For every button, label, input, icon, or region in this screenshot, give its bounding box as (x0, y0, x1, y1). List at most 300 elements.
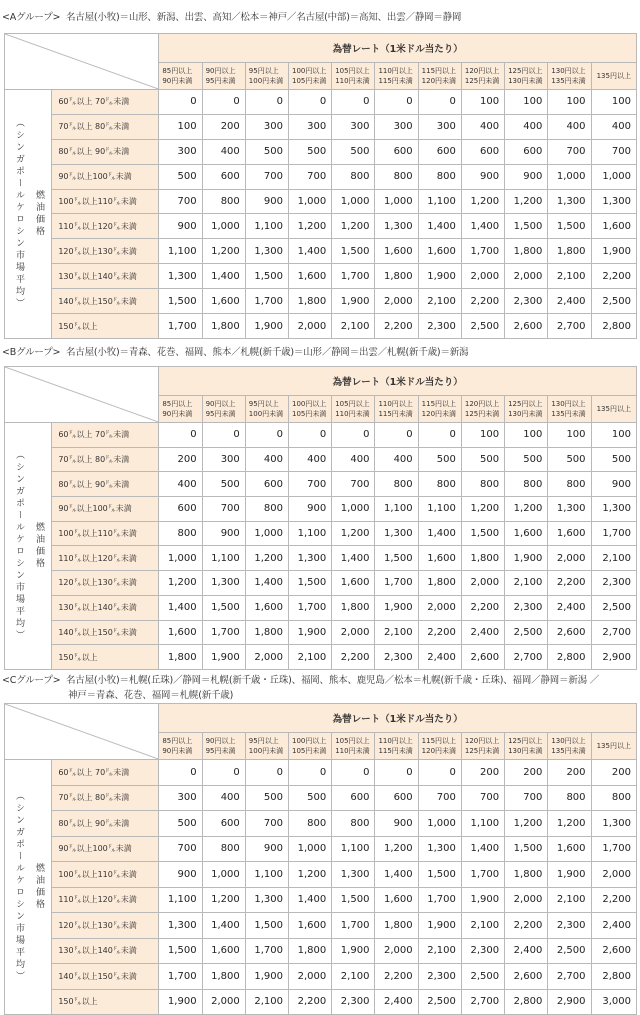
surcharge-value: 2,600 (461, 645, 504, 670)
surcharge-value: 400 (289, 447, 332, 472)
rate-column-line: 105円未満 (292, 410, 327, 418)
surcharge-value: 2,500 (548, 938, 591, 964)
group-routes: 名古屋(小牧)＝札幌(丘珠)／静岡＝札幌(新千歳・丘珠)、福岡、熊本、鹿児島／松本＝札幌(新千歳・丘珠)、福岡／静岡＝新潟 ／ (66, 675, 600, 686)
surcharge-value: 400 (505, 114, 548, 139)
table-row (5, 214, 637, 239)
price-band-label: 110㌦以上120㌦未満 (52, 887, 159, 913)
surcharge-value: 700 (505, 785, 548, 811)
price-band-label: 90㌦以上100㌦未満 (52, 836, 159, 862)
price-band-label: 100㌦以上110㌦未満 (52, 189, 159, 214)
rate-column-header (548, 396, 591, 423)
surcharge-value: 0 (289, 423, 332, 448)
surcharge-value: 1,200 (289, 214, 332, 239)
surcharge-value: 800 (418, 472, 461, 497)
surcharge-value: 500 (159, 164, 202, 189)
surcharge-value: 0 (418, 760, 461, 786)
surcharge-value: 1,400 (202, 913, 245, 939)
side-label-main: （シンガポールケロシン市場平均） (14, 791, 24, 983)
surcharge-value: 0 (202, 90, 245, 115)
price-band-label: 60㌦以上 70㌦未満 (52, 760, 159, 786)
surcharge-value: 2,300 (461, 938, 504, 964)
price-band-label: 60㌦以上 70㌦未満 (52, 90, 159, 115)
rate-column-header (245, 733, 288, 760)
surcharge-value: 800 (202, 189, 245, 214)
side-label-sub: 燃油価格 (34, 863, 44, 911)
rate-column-line: 90円以上 (205, 737, 236, 745)
surcharge-value: 500 (548, 447, 591, 472)
surcharge-value: 200 (461, 760, 504, 786)
surcharge-value: 2,000 (418, 595, 461, 620)
surcharge-value: 1,700 (202, 620, 245, 645)
price-band-label: 80㌦以上 90㌦未満 (52, 139, 159, 164)
surcharge-value: 2,400 (591, 913, 636, 939)
surcharge-value: 1,200 (289, 862, 332, 888)
price-band-label: 130㌦以上140㌦未満 (52, 264, 159, 289)
surcharge-value: 700 (245, 811, 288, 837)
rate-column-line: 90円未満 (162, 410, 193, 418)
surcharge-value: 1,900 (245, 314, 288, 339)
surcharge-value: 400 (461, 114, 504, 139)
surcharge-value: 200 (505, 760, 548, 786)
surcharge-value: 500 (289, 785, 332, 811)
surcharge-value: 700 (202, 497, 245, 522)
surcharge-value: 2,400 (505, 938, 548, 964)
rate-column-line: 110円未満 (335, 77, 370, 85)
surcharge-value: 1,100 (202, 546, 245, 571)
surcharge-value: 2,600 (591, 938, 636, 964)
rate-column-line: 130円以上 (551, 737, 586, 745)
surcharge-value: 1,700 (591, 836, 636, 862)
rate-column-line: 110円未満 (335, 410, 370, 418)
rate-column-header (548, 63, 591, 90)
surcharge-value: 1,500 (245, 913, 288, 939)
surcharge-value: 700 (332, 472, 375, 497)
rate-column-header (202, 733, 245, 760)
surcharge-value: 1,700 (159, 314, 202, 339)
surcharge-value: 600 (159, 497, 202, 522)
surcharge-value: 1,300 (418, 836, 461, 862)
surcharge-value: 2,200 (505, 913, 548, 939)
price-band-label: 70㌦以上 80㌦未満 (52, 447, 159, 472)
rate-column-line: 100円以上 (292, 400, 327, 408)
surcharge-value: 2,000 (461, 264, 504, 289)
surcharge-value: 700 (289, 164, 332, 189)
surcharge-value: 800 (245, 497, 288, 522)
surcharge-value: 2,000 (332, 620, 375, 645)
surcharge-value: 1,700 (332, 913, 375, 939)
surcharge-value: 2,100 (418, 938, 461, 964)
surcharge-value: 1,300 (159, 913, 202, 939)
surcharge-value: 1,700 (245, 289, 288, 314)
surcharge-value: 1,500 (505, 836, 548, 862)
surcharge-value: 1,800 (505, 239, 548, 264)
rate-column-line: 110円以上 (378, 400, 413, 408)
surcharge-value: 1,500 (245, 264, 288, 289)
diagonal-line (5, 367, 158, 422)
surcharge-value: 700 (548, 139, 591, 164)
rate-column-line: 130円以上 (551, 67, 586, 75)
surcharge-value: 2,100 (332, 314, 375, 339)
surcharge-value: 2,100 (548, 887, 591, 913)
surcharge-value: 1,500 (289, 571, 332, 596)
surcharge-value: 3,000 (591, 989, 636, 1015)
surcharge-value: 1,100 (245, 214, 288, 239)
header-row (5, 34, 637, 63)
surcharge-value: 2,500 (461, 964, 504, 990)
surcharge-value: 1,200 (245, 546, 288, 571)
rate-column-header (159, 63, 202, 90)
surcharge-value: 1,400 (289, 887, 332, 913)
rate-column-header (461, 63, 504, 90)
surcharge-value: 0 (245, 90, 288, 115)
rate-column-header (289, 396, 332, 423)
side-label-sub: 燃油価格 (34, 522, 44, 570)
surcharge-value: 1,400 (289, 239, 332, 264)
rate-column-line: 125円未満 (464, 410, 500, 418)
rate-column-header (505, 733, 548, 760)
surcharge-value: 1,000 (289, 189, 332, 214)
surcharge-value: 800 (289, 811, 332, 837)
price-band-label: 60㌦以上 70㌦未満 (52, 423, 159, 448)
rate-column-line: 135円未満 (551, 410, 586, 418)
surcharge-value: 1,300 (202, 571, 245, 596)
surcharge-value: 1,500 (202, 595, 245, 620)
surcharge-value: 300 (202, 447, 245, 472)
surcharge-value: 200 (548, 760, 591, 786)
surcharge-value: 1,100 (418, 497, 461, 522)
surcharge-value: 2,400 (548, 289, 591, 314)
surcharge-value: 1,600 (375, 887, 418, 913)
price-band-label: 90㌦以上100㌦未満 (52, 497, 159, 522)
surcharge-value: 1,900 (289, 620, 332, 645)
surcharge-value: 500 (461, 447, 504, 472)
surcharge-value: 300 (418, 114, 461, 139)
surcharge-value: 100 (159, 114, 202, 139)
rate-column-line: 120円未満 (421, 747, 457, 755)
surcharge-value: 600 (375, 785, 418, 811)
rate-column-line: 105円以上 (335, 737, 370, 745)
price-band-label: 140㌦以上150㌦未満 (52, 289, 159, 314)
surcharge-value: 1,800 (375, 913, 418, 939)
surcharge-value: 600 (418, 139, 461, 164)
surcharge-value: 1,700 (461, 862, 504, 888)
table-row (5, 595, 637, 620)
surcharge-value: 1,400 (245, 571, 288, 596)
surcharge-value: 1,900 (375, 595, 418, 620)
surcharge-value: 1,200 (548, 811, 591, 837)
surcharge-value: 700 (245, 164, 288, 189)
rate-column-line: 85円以上 (162, 400, 193, 408)
rate-column-line: 100円未満 (248, 747, 284, 755)
surcharge-value: 1,000 (548, 164, 591, 189)
surcharge-value: 1,700 (418, 887, 461, 913)
surcharge-value: 1,800 (375, 264, 418, 289)
surcharge-value: 2,100 (375, 620, 418, 645)
surcharge-value: 2,400 (418, 645, 461, 670)
rate-column-header (332, 63, 375, 90)
surcharge-value: 2,000 (505, 264, 548, 289)
surcharge-value: 900 (505, 164, 548, 189)
rate-column-line: 115円未満 (378, 410, 413, 418)
surcharge-value: 1,500 (505, 214, 548, 239)
surcharge-value: 800 (505, 472, 548, 497)
header-row (5, 704, 637, 733)
price-band-label: 120㌦以上130㌦未満 (52, 239, 159, 264)
rate-column-line: 100円以上 (292, 737, 327, 745)
surcharge-value: 2,200 (289, 989, 332, 1015)
surcharge-value: 1,600 (591, 214, 636, 239)
surcharge-value: 200 (159, 447, 202, 472)
surcharge-value: 1,400 (332, 546, 375, 571)
surcharge-value: 1,200 (505, 189, 548, 214)
price-band-label: 70㌦以上 80㌦未満 (52, 785, 159, 811)
price-band-label: 110㌦以上120㌦未満 (52, 214, 159, 239)
surcharge-value: 500 (591, 447, 636, 472)
rate-column-line: 100円以上 (292, 67, 327, 75)
table-row (5, 620, 637, 645)
surcharge-value: 800 (548, 472, 591, 497)
table-row (5, 164, 637, 189)
table-row (5, 114, 637, 139)
rate-column-header (418, 396, 461, 423)
rate-column-line: 115円以上 (421, 400, 457, 408)
table-row (5, 90, 637, 115)
surcharge-value: 1,000 (289, 836, 332, 862)
surcharge-value: 700 (289, 472, 332, 497)
rate-column-line: 85円以上 (162, 737, 193, 745)
surcharge-value: 2,300 (418, 964, 461, 990)
rate-column-line: 130円以上 (551, 400, 586, 408)
surcharge-value: 2,000 (548, 546, 591, 571)
surcharge-value: 400 (202, 139, 245, 164)
surcharge-value: 2,200 (461, 595, 504, 620)
surcharge-value: 1,800 (461, 546, 504, 571)
surcharge-value: 2,400 (375, 989, 418, 1015)
surcharge-value: 1,300 (245, 239, 288, 264)
surcharge-value: 1,900 (591, 239, 636, 264)
surcharge-value: 1,500 (332, 239, 375, 264)
table-row (5, 836, 637, 862)
surcharge-value: 1,300 (245, 887, 288, 913)
surcharge-value: 2,500 (591, 289, 636, 314)
surcharge-value: 2,700 (461, 989, 504, 1015)
surcharge-value: 1,400 (202, 264, 245, 289)
rate-header-title: 為替レート（1米ドル当たり） (159, 367, 637, 396)
surcharge-value: 0 (332, 90, 375, 115)
table-row (5, 423, 637, 448)
surcharge-value: 300 (332, 114, 375, 139)
rate-column-header (202, 63, 245, 90)
price-band-label: 150㌦以上 (52, 645, 159, 670)
surcharge-value: 1,800 (505, 862, 548, 888)
surcharge-value: 600 (375, 139, 418, 164)
surcharge-value: 2,100 (505, 571, 548, 596)
price-band-label: 130㌦以上140㌦未満 (52, 938, 159, 964)
surcharge-value: 0 (202, 423, 245, 448)
surcharge-value: 1,000 (375, 189, 418, 214)
surcharge-value: 1,600 (418, 546, 461, 571)
surcharge-value: 1,800 (332, 595, 375, 620)
surcharge-value: 2,000 (289, 964, 332, 990)
rate-column-line: 115円未満 (378, 77, 413, 85)
surcharge-value: 1,300 (548, 497, 591, 522)
surcharge-value: 1,000 (418, 811, 461, 837)
surcharge-value: 2,000 (202, 989, 245, 1015)
surcharge-value: 0 (202, 760, 245, 786)
surcharge-value: 1,800 (245, 620, 288, 645)
surcharge-value: 2,300 (505, 289, 548, 314)
surcharge-value: 0 (159, 760, 202, 786)
fuel-price-side-label (5, 90, 52, 339)
surcharge-value: 0 (418, 423, 461, 448)
surcharge-value: 900 (159, 214, 202, 239)
surcharge-value: 2,600 (505, 314, 548, 339)
surcharge-value: 2,700 (505, 645, 548, 670)
surcharge-value: 2,200 (591, 887, 636, 913)
surcharge-value: 1,200 (159, 571, 202, 596)
price-band-label: 110㌦以上120㌦未満 (52, 546, 159, 571)
table-row (5, 497, 637, 522)
surcharge-value: 700 (159, 836, 202, 862)
rate-column-line: 135円以上 (596, 405, 631, 413)
surcharge-value: 0 (375, 90, 418, 115)
surcharge-value: 0 (418, 90, 461, 115)
group-routes-continued: 神戸＝青森、花巻、福岡＝札幌(新千歳) (68, 690, 234, 701)
surcharge-value: 1,900 (418, 913, 461, 939)
surcharge-value: 1,200 (202, 887, 245, 913)
surcharge-value: 1,500 (548, 214, 591, 239)
surcharge-value: 1,800 (289, 938, 332, 964)
rate-column-line: 120円以上 (464, 737, 500, 745)
surcharge-value: 800 (461, 472, 504, 497)
surcharge-value: 1,900 (505, 546, 548, 571)
surcharge-value: 0 (332, 760, 375, 786)
price-band-label: 70㌦以上 80㌦未満 (52, 114, 159, 139)
price-band-label: 80㌦以上 90㌦未満 (52, 811, 159, 837)
table-row (5, 472, 637, 497)
group-tag: <Cグループ> (2, 675, 61, 686)
rate-column-header (591, 396, 636, 423)
surcharge-value: 1,200 (461, 497, 504, 522)
surcharge-value: 1,500 (418, 862, 461, 888)
rate-column-line: 110円以上 (378, 737, 413, 745)
surcharge-value: 1,900 (548, 862, 591, 888)
surcharge-value: 1,300 (375, 521, 418, 546)
rate-column-line: 100円未満 (248, 410, 284, 418)
surcharge-value: 1,900 (332, 938, 375, 964)
surcharge-value: 2,000 (245, 645, 288, 670)
rate-column-line: 100円未満 (248, 77, 284, 85)
surcharge-value: 900 (245, 189, 288, 214)
surcharge-value: 1,700 (375, 571, 418, 596)
surcharge-value: 300 (289, 114, 332, 139)
surcharge-value: 400 (375, 447, 418, 472)
surcharge-value: 100 (591, 423, 636, 448)
surcharge-value: 400 (245, 447, 288, 472)
table-row (5, 760, 637, 786)
surcharge-value: 2,100 (461, 913, 504, 939)
surcharge-value: 2,200 (591, 264, 636, 289)
surcharge-value: 800 (332, 811, 375, 837)
surcharge-value: 200 (591, 760, 636, 786)
group-routes: 名古屋(小牧)＝青森、花巻、福岡、熊本／札幌(新千歳)＝山形／静岡＝出雲／札幌(新千歳)＝新潟 (66, 347, 469, 358)
surcharge-value: 2,000 (461, 571, 504, 596)
surcharge-value: 400 (591, 114, 636, 139)
surcharge-value: 0 (159, 423, 202, 448)
surcharge-value: 300 (245, 114, 288, 139)
surcharge-value: 500 (159, 811, 202, 837)
surcharge-value: 500 (332, 139, 375, 164)
rate-column-line: 130円未満 (508, 77, 543, 85)
rate-column-line: 125円以上 (508, 737, 543, 745)
surcharge-value: 2,900 (548, 989, 591, 1015)
rate-column-header (289, 63, 332, 90)
surcharge-value: 1,900 (461, 887, 504, 913)
surcharge-value: 2,400 (461, 620, 504, 645)
rate-column-header (159, 396, 202, 423)
surcharge-value: 800 (591, 785, 636, 811)
rate-column-line: 90円以上 (205, 400, 236, 408)
surcharge-value: 500 (418, 447, 461, 472)
surcharge-value: 2,100 (245, 989, 288, 1015)
table-row (5, 189, 637, 214)
table-row (5, 289, 637, 314)
surcharge-value: 1,300 (591, 811, 636, 837)
surcharge-value: 300 (159, 785, 202, 811)
table-row (5, 314, 637, 339)
group-heading (0, 345, 468, 360)
rate-column-header (548, 733, 591, 760)
surcharge-value: 100 (548, 90, 591, 115)
surcharge-value: 1,000 (332, 189, 375, 214)
surcharge-value: 0 (245, 423, 288, 448)
rate-column-line: 95円以上 (248, 400, 279, 408)
surcharge-value: 2,300 (505, 595, 548, 620)
surcharge-value: 2,800 (548, 645, 591, 670)
surcharge-value: 1,900 (418, 264, 461, 289)
surcharge-value: 600 (245, 472, 288, 497)
surcharge-value: 1,300 (332, 862, 375, 888)
surcharge-value: 2,200 (375, 964, 418, 990)
surcharge-value: 600 (202, 164, 245, 189)
surcharge-value: 800 (418, 164, 461, 189)
surcharge-value: 1,900 (245, 964, 288, 990)
surcharge-value: 2,500 (591, 595, 636, 620)
diagonal-line (5, 34, 158, 89)
table-row (5, 938, 637, 964)
surcharge-value: 500 (505, 447, 548, 472)
rate-column-header (289, 733, 332, 760)
rate-column-line: 95円以上 (248, 737, 279, 745)
surcharge-value: 1,700 (591, 521, 636, 546)
price-band-label: 80㌦以上 90㌦未満 (52, 472, 159, 497)
price-band-label: 100㌦以上110㌦未満 (52, 521, 159, 546)
table-row (5, 571, 637, 596)
surcharge-value: 2,200 (418, 620, 461, 645)
surcharge-value: 1,200 (332, 214, 375, 239)
rate-column-header (591, 63, 636, 90)
surcharge-value: 2,100 (548, 264, 591, 289)
surcharge-value: 1,100 (159, 239, 202, 264)
table-row (5, 447, 637, 472)
surcharge-value: 1,800 (289, 289, 332, 314)
rate-column-header (461, 733, 504, 760)
rate-column-line: 120円以上 (464, 400, 500, 408)
surcharge-value: 300 (375, 114, 418, 139)
surcharge-value: 0 (332, 423, 375, 448)
header-row (5, 367, 637, 396)
surcharge-value: 2,900 (591, 645, 636, 670)
